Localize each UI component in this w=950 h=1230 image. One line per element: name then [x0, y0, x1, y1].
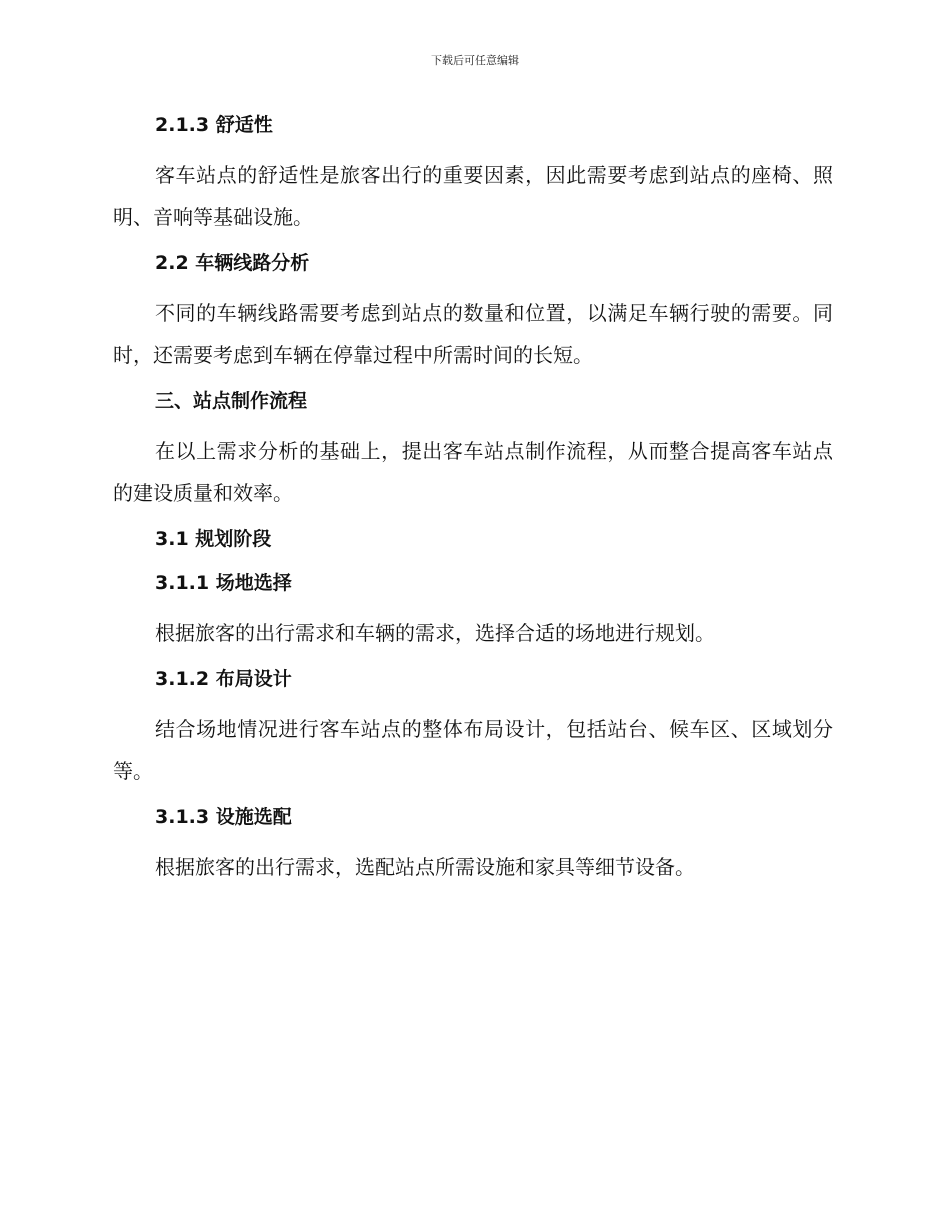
section-heading-3-1-1: 3.1.1 场地选择 [155, 572, 292, 594]
document-body [113, 110, 833, 898]
paragraph-comfort: 客车站点的舒适性是旅客出行的重要因素，因此需要考虑到站点的座椅、照明、音响等基础设施。 [113, 163, 833, 229]
section-heading-3: 三、站点制作流程 [155, 390, 308, 412]
paragraph-site-selection: 根据旅客的出行需求和车辆的需求，选择合适的场地进行规划。 [155, 621, 715, 645]
section-heading-3-1: 3.1 规划阶段 [155, 528, 272, 550]
paragraph-route-analysis: 不同的车辆线路需要考虑到站点的数量和位置，以满足车辆行驶的需要。同时，还需要考虑到车辆在停靠过程中所需时间的长短。 [113, 301, 833, 367]
section-heading-2-2: 2.2 车辆线路分析 [155, 252, 310, 274]
section-heading-2-1-3: 2.1.3 舒适性 [155, 114, 273, 136]
paragraph-layout-design: 结合场地情况进行客车站点的整体布局设计，包括站台、候车区、区域划分等。 [113, 717, 833, 783]
section-heading-3-1-2: 3.1.2 布局设计 [155, 668, 292, 690]
paragraph-process-intro: 在以上需求分析的基础上，提出客车站点制作流程，从而整合提高客车站点的建设质量和效率。 [113, 439, 833, 505]
paragraph-facility-selection: 根据旅客的出行需求，选配站点所需设施和家具等细节设备。 [155, 855, 695, 879]
page-header: 下载后可任意编辑 [431, 54, 519, 67]
section-heading-3-1-3: 3.1.3 设施选配 [155, 806, 292, 828]
